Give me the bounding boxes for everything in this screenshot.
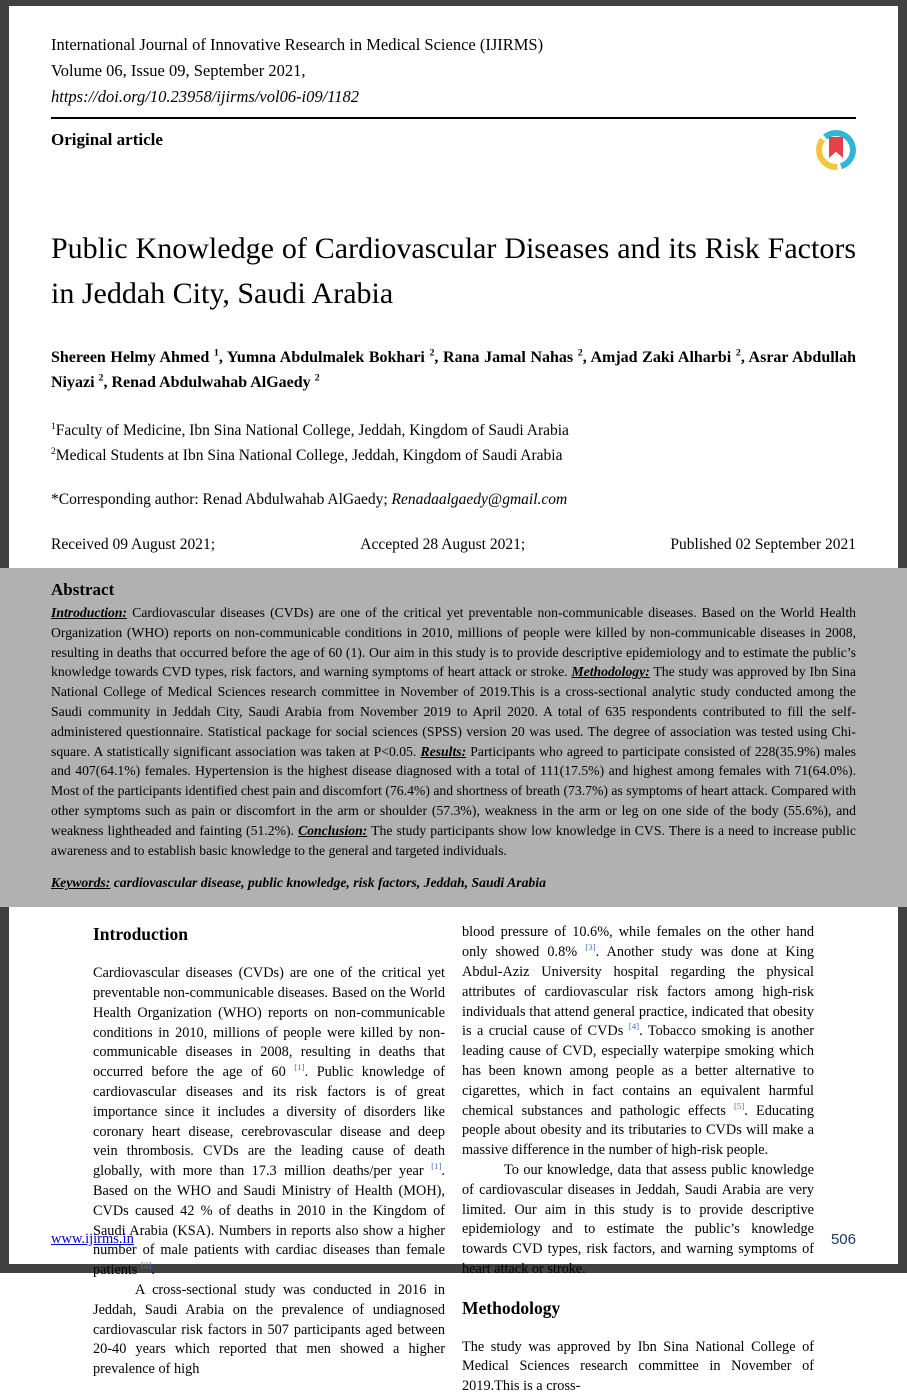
page-footer xyxy=(51,1231,856,1248)
abstract-section xyxy=(0,568,907,907)
journal-name: International Journal of Innovative Research in Medical Science (IJIRMS) xyxy=(51,35,544,54)
article-page xyxy=(9,6,898,1395)
left-column xyxy=(93,923,445,1397)
methodology-paragraph-1: The study was approved by Ibn Sina National College of Medical Sciences research committee in November of 2019.This is a cross- xyxy=(462,1338,814,1395)
page-number: 506 xyxy=(830,1231,856,1248)
corresponding-author-line: *Corresponding author: Renad Abdulwahab AlGaedy; Renadaalgaedy@gmail.com xyxy=(51,491,568,508)
introduction-paragraph-4: To our knowledge, data that assess public knowledge of cardiovascular diseases in Jeddah, Saudi Arabia are very limited. Our aim in this study is to provide descriptive epidemiology and to estimate the public’s knowledge towards CVD types, risk factors, and warning symptoms of heart attack or stroke. xyxy=(462,1161,814,1277)
article-title: Public Knowledge of Cardiovascular Diseases and its Risk Factors in Jeddah City, Saudi Arabia xyxy=(51,232,856,310)
journal-website-link[interactable]: www.ijirms.in xyxy=(51,1231,134,1247)
received-date: Received 09 August 2021; xyxy=(51,536,216,553)
right-column xyxy=(462,923,814,1397)
introduction-heading: Introduction xyxy=(93,924,188,945)
methodology-heading: Methodology xyxy=(462,1297,561,1318)
dates-row xyxy=(51,536,856,554)
volume-issue-line: Volume 06, Issue 09, September 2021, xyxy=(51,61,306,80)
doi-text: https://doi.org/10.23958/ijirms/vol06-i09/1182 xyxy=(51,87,360,106)
header-divider xyxy=(51,117,856,119)
two-column-body xyxy=(51,907,856,1397)
authors-line: Shereen Helmy Ahmed $^1$, Yumna Abdulmalek Bokhari $^2$, Rana Jamal Nahas $^2$, Amjad Zaki Alharbi $^2$, Asrar Abdullah Niyazi $^2$, Renad Abdulwahab AlGaedy $^2$ xyxy=(51,347,856,391)
introduction-paragraph-1: Cardiovascular diseases (CVDs) are one of the critical yet preventable non-communicable diseases. Based on the World Health Organization (WHO) reports on non-communicable conditions in 2010, millions of people were killed by non-communicable diseases in 2008, resulting in deaths that occurred before the age of 60 [1]. Public knowledge of cardiovascular diseases and its risk factors is of great importance since it includes a diversity of disorders like coronary heart disease, cerebrovascular disease and deep vein thrombosis. CVDs are the leading cause of death globally, with more than 17.3 million deaths/per year [1]. Based on the WHO and Saudi Ministry of Health (MOH), CVDs caused 42 % of deaths in 2010 in the Kingdom of Saudi Arabia (KSA). Numbers in reports also show a higher number of male patients with cardiac diseases than female patients [2]. xyxy=(93,965,445,1279)
affiliation-1: $^1$Faculty of Medicine, Ibn Sina National College, Jeddah, Kingdom of Saudi Arabia xyxy=(51,420,569,439)
affiliation-2: $^2$Medical Students at Ibn Sina National College, Jeddah, Kingdom of Saudi Arabia xyxy=(51,445,563,464)
article-type-label: Original article xyxy=(51,130,163,149)
abstract-heading: Abstract xyxy=(51,580,115,599)
introduction-paragraph-3: blood pressure of 10.6%, while females on the other hand only showed 0.8% [3]. Another study was done at King Abdul-Aziz University hospital regarding the physical attributes of cardiovascular risk factors among high-risk individuals that attend general practice, indicated that obesity is a crucial cause of CVDs [4]. Tobacco smoking is another leading cause of CVD, especially waterpipe smoking which has been known among people as a better alternative to cigarettes, which in fact contains an equivalent harmful chemical substances and pathologic effects [5]. Educating people about obesity and its tributaries to CVDs will make a massive difference in the number of high-risk people. xyxy=(462,924,815,1159)
accepted-date: Accepted 28 August 2021; xyxy=(360,536,526,553)
keywords-line: Keywords: cardiovascular disease, public knowledge, risk factors, Jeddah, Saudi Arabia xyxy=(51,875,546,891)
introduction-paragraph-2: A cross-sectional study was conducted in 2016 in Jeddah, Saudi Arabia on the prevalence of undiagnosed cardiovascular risk factors in 507 participants aged between 20-40 years which reported that men showed a higher prevalence of high xyxy=(93,1281,445,1378)
affiliations xyxy=(51,418,856,468)
published-date: Published 02 September 2021 xyxy=(670,536,856,553)
journal-header xyxy=(51,32,856,170)
journal-logo xyxy=(816,130,856,170)
abstract-body: Introduction: Cardiovascular diseases (CVDs) are one of the critical yet preventable non-communicable diseases. Based on the World Health Organization (WHO) reports on non-communicable conditions in 2010, millions of people were killed by non-communicable diseases in 2008, resulting in deaths that occurred before the age of 60 (1). Our aim in this study is to provide descriptive epidemiology and to estimate the public’s knowledge towards CVD types, risk factors, and warning symptoms of heart attack or stroke. Methodology: The study was approved by Ibn Sina National College of Medical Sciences research committee in November of 2019.This is a cross-sectional analytic study conducted among the Saudi community in Jeddah City, Saudi Arabia from November 2019 to April 2020. A total of 635 respondents contributed to fill the self-administered questionnaire. Statistical package for social sciences (SPSS) version 20 was used. The degree of association was tested using Chi-square. A statistically significant association was taken at P<0.05. Results: Participants who agreed to participate consisted of 228(35.9%) males and 407(64.1%) females. Hypertension is the highest disease diagnosed with a total of 111(17.5%) and highest among females with 71(64.0%). Most of the participants identified chest pain and discomfort (76.4%) and shortness of breath (73.7%) as symptoms of heart attack. Compared with other symptoms such as pain or discomfort in the arm or shoulder (57.3%), weakness in the arm or leg on one side of the body (55.6%), and weakness lightheaded and fainting (51.2%). Conclusion: The study participants show low knowledge in CVS. There is a need to increase public awareness and to establish basic knowledge to the general and targeted individuals. xyxy=(51,605,857,858)
